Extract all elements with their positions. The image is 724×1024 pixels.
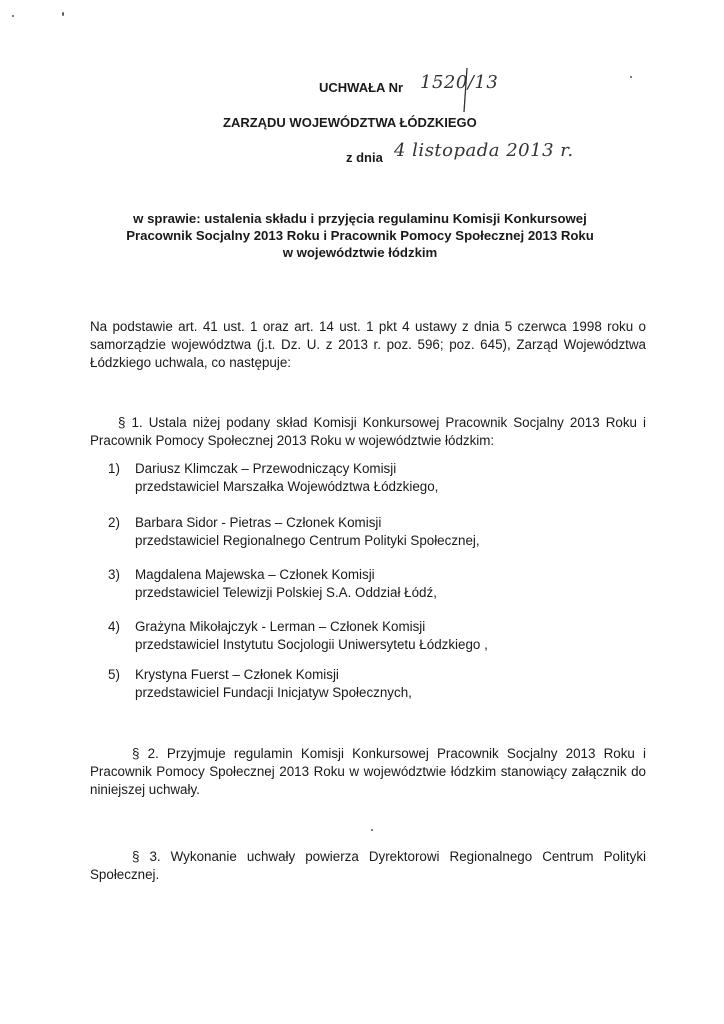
member-role: Dariusz Klimczak – Przewodniczący Komisji [135,461,397,476]
member-affiliation: przedstawiciel Regionalnego Centrum Polityki Społecznej, [135,533,480,548]
section-1-paragraph: § 1. Ustala niżej podany skład Komisji Konkursowej Pracownik Socjalny 2013 Roku i Pracownik Pomocy Społecznej 2013 Roku w województwie łódzkim: [90,415,646,448]
member-role: Barbara Sidor - Pietras – Członek Komisji [135,515,382,530]
handwritten-date [394,140,574,161]
member-affiliation: przedstawiciel Marszałka Województwa Łódzkiego, [135,479,439,494]
scan-speck [62,12,64,16]
section-2-paragraph: § 2. Przyjmuje regulamin Komisji Konkursowej Pracownik Socjalny 2013 Roku i Pracownik Pomocy Społecznej 2013 Roku w województwie łódzkim stanowiący załącznik do niniejszej uchwały. [90,746,646,797]
date-prefix: z dnia [346,150,383,165]
item-number: 1) [108,461,120,476]
scan-speck [371,829,373,831]
item-number: 5) [108,667,120,682]
legal-basis-paragraph: Na podstawie art. 41 ust. 1 oraz art. 14 ust. 1 pkt 4 ustawy z dnia 5 czerwca 1998 roku o samorządzie województwa (j.t. Dz. U. z 2013 r. poz. 596; poz. 645), Zarząd Województwa Łódzkiego uchwala, co następuje: [90,319,646,370]
resolution-subject [60,210,660,261]
resolution-title [319,80,403,95]
title-prefix: UCHWAŁA Nr [319,80,404,95]
member-role: Grażyna Mikołajczyk - Lerman – Członek Komisji [135,619,426,634]
item-number: 3) [108,567,120,582]
member-role: Krystyna Fuerst – Członek Komisji [135,667,339,682]
section-3-paragraph: § 3. Wykonanie uchwały powierza Dyrektorowi Regionalnego Centrum Polityki Społecznej. [90,849,646,882]
scan-speck [12,15,14,17]
member-affiliation: przedstawiciel Telewizji Polskiej S.A. Oddział Łódź, [135,585,437,600]
subject-line: w województwie łódzkim [282,245,438,260]
item-number: 2) [108,515,120,530]
member-role: Magdalena Majewska – Członek Komisji [135,567,375,582]
subject-line: Pracownik Socjalny 2013 Roku i Pracownik Pomocy Społecznej 2013 Roku [126,228,594,243]
issuer-line: ZARZĄDU WOJEWÓDZTWA ŁÓDZKIEGO [223,115,477,130]
member-affiliation: przedstawiciel Instytutu Socjologii Uniwersytetu Łódzkiego , [135,637,488,652]
resolution-number: 1520/13 [420,72,499,93]
date-value: 4 listopada 2013 r. [394,140,574,161]
handwritten-slash [455,66,475,116]
member-affiliation: przedstawiciel Fundacji Inicjatyw Społecznych, [135,685,412,700]
subject-line: w sprawie: ustalenia składu i przyjęcia regulaminu Komisji Konkursowej [133,211,587,226]
item-number: 4) [108,619,120,634]
scan-speck [630,76,632,78]
